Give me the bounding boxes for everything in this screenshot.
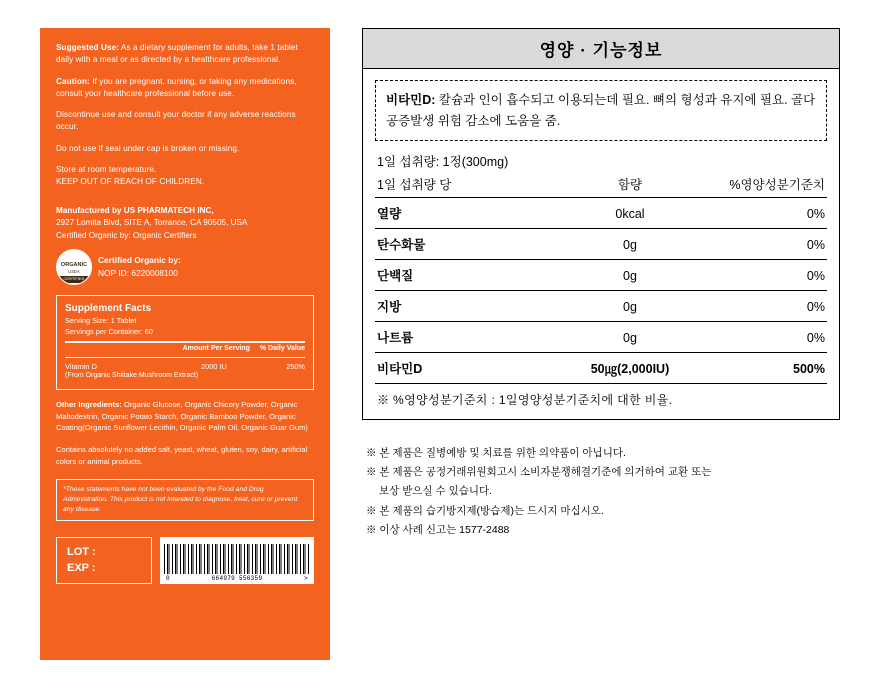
nutrient-daily-value: 250% [286, 361, 305, 371]
daily-value-header: % Daily Value [259, 345, 305, 353]
other-ingredients-text: Organic Glucose, Organic Chicory Powder, Organic Maltodextrin, Organic Potato Starch, Organic Bamboo Powder, Organic Coating(Organic Sunflower Lecithin, Organic Palm Oil, Organic Guar Gum) [56, 400, 308, 433]
table-row [375, 260, 827, 291]
suggested-use-text: As a dietary supplement for adults, take 1 tablet daily with a meal or as directed by a healthcare professional. [56, 43, 298, 65]
lot-exp-box [56, 537, 152, 584]
row-percent: 0% [806, 237, 825, 252]
nutrition-footnote: ※ %영양성분기준치 : 1일영양성분기준치에 대한 비율. [377, 392, 673, 407]
table-row [375, 322, 827, 353]
nutrient-source-note: (From Organic Shiitake Mushroom Extract) [65, 372, 199, 380]
note-line: ※ 본 제품은 질병예방 및 치료를 위한 의약품이 아닙니다. [366, 446, 626, 459]
row-name: 지방 [377, 299, 402, 314]
note-line: 보상 받으실 수 있습니다. [379, 485, 493, 498]
suggested-use-heading: Suggested Use: [56, 43, 120, 52]
supplement-facts-title: Supplement Facts [65, 302, 152, 314]
note-line: ※ 이상 사례 신고는 1577-2488 [366, 524, 510, 537]
nutrient-name: Vitamin D [65, 361, 97, 371]
manufacturer-address: 2927 Lomita Blvd, SITE A, Torrance, CA 90505, USA [56, 218, 248, 228]
supplement-label-front [40, 28, 330, 660]
seal-warning: Do not use if seal under cap is broken or missing. [56, 143, 240, 153]
adverse-reaction-warning: Discontinue use and consult your doctor if any adverse reactions occur. [56, 110, 296, 132]
row-percent: 0% [806, 268, 825, 283]
row-name: 단백질 [377, 268, 414, 283]
lot-barcode-row [56, 537, 314, 584]
seal-mid-text: USDA [68, 268, 80, 274]
supplement-facts-row [65, 360, 305, 372]
row-name: 나트륨 [377, 330, 414, 345]
table-row [375, 291, 827, 322]
vitamin-d-function-callout [375, 80, 827, 141]
organic-title: Certified Organic by: [98, 255, 181, 266]
serving-size-line: Serving Size: 1 Tablet [65, 315, 137, 325]
serving-size-line-kr: 1일 섭취량: 1정(300mg) [377, 155, 509, 170]
supplement-facts-divider-mid [65, 357, 305, 358]
barcode-main-digits: 664979 556359 [211, 574, 263, 582]
supplement-facts-column-headers [65, 345, 305, 353]
barcode-digits-row [164, 574, 310, 582]
supplement-facts-divider-top [65, 341, 305, 343]
nutrition-table-title: 영양 · 기능정보 [363, 29, 839, 69]
note-line: ※ 본 제품의 습기방지제(방습제)는 드시지 마십시오. [366, 504, 604, 517]
servings-per-container-line: Servings per Container: 60 [65, 326, 153, 336]
fda-disclaimer-box: *These statements have not been evaluated by the Food and Drug Administration. This product is not intended to diagnose, treat, cure or prevent any disease. [56, 479, 314, 521]
seal-bottom-text: CERTIFIED [57, 276, 91, 283]
organic-certification-text [98, 254, 181, 279]
row-amount: 50㎍(2,000IU) [590, 361, 670, 376]
allergen-free-note: Contains absolutely no added salt, yeast, wheat, gluten, soy, dairy, artificial colors or animal products. [56, 445, 308, 466]
nutrient-amount: 2000 IU [201, 361, 227, 371]
caution-text: If you are pregnant, nursing, or taking any medications, consult your healthcare professional before use. [56, 76, 297, 98]
caution-heading: Caution: [56, 76, 90, 86]
caution-block [56, 76, 314, 101]
nutrition-column-headers [375, 174, 827, 198]
row-percent: 0% [806, 206, 825, 221]
storage-line: Store at room temperature. [56, 165, 157, 175]
callout-nutrient-name: 비타민D: [386, 93, 436, 107]
row-amount: 0g [623, 268, 637, 283]
amount-per-serving-header: Amount Per Serving [182, 345, 250, 353]
lot-label: LOT : [67, 545, 96, 558]
table-row [375, 229, 827, 260]
row-percent: 500% [793, 361, 825, 376]
korean-nutrition-panel [362, 28, 840, 541]
column-header-amount: 함량 [617, 177, 643, 192]
manufacturer-name: US PHARMATECH INC, [121, 205, 214, 215]
storage-instructions [56, 164, 314, 189]
row-name: 탄수화물 [377, 237, 426, 252]
row-percent: 0% [806, 330, 825, 345]
supplement-facts-panel [56, 295, 314, 390]
callout-text: 칼슘과 인이 흡수되고 이용되는데 필요. 뼈의 형성과 유지에 필요. 골다공증발생 위험 감소에 도움을 줌. [386, 93, 816, 128]
row-amount: 0g [623, 237, 637, 252]
other-ingredients-block [56, 399, 314, 433]
usda-organic-seal-icon [56, 249, 92, 285]
row-percent: 0% [806, 299, 825, 314]
nutrition-table [362, 28, 840, 420]
other-ingredients-heading: Other Ingredients: [56, 400, 122, 410]
row-amount: 0g [623, 299, 637, 314]
note-line: ※ 본 제품은 공정거래위원회고시 소비자분쟁해결기준에 의거하여 교환 또는 [366, 465, 712, 478]
column-header-percent: %영양성분기준치 [729, 177, 825, 192]
manufactured-by-heading: Manufactured by [56, 205, 122, 215]
manufacturer-block [56, 205, 314, 243]
row-amount: 0kcal [615, 206, 645, 221]
organic-nop-id: NOP ID: 6220008100 [98, 267, 178, 278]
barcode-right-digit: > [304, 574, 308, 582]
seal-top-text: ORGANIC [60, 262, 88, 269]
exp-label: EXP : [67, 562, 96, 575]
regulatory-notes [362, 444, 840, 541]
keep-out-line: KEEP OUT OF REACH OF CHILDREN. [56, 177, 205, 187]
suggested-use-block [56, 42, 314, 67]
certified-organic-by-line: Certified Organic by: Organic Certifiers [56, 231, 197, 241]
barcode [160, 537, 314, 584]
column-header-name: 1일 섭취량 당 [377, 177, 452, 192]
row-name: 열량 [377, 206, 402, 221]
nutrition-table-body [363, 69, 839, 419]
table-row [375, 353, 827, 384]
row-name: 비타민D [377, 361, 423, 376]
barcode-bars-icon [164, 544, 310, 574]
table-row [375, 198, 827, 229]
organic-certification-row [56, 249, 314, 285]
row-amount: 0g [623, 330, 637, 345]
barcode-left-digit: 0 [166, 574, 170, 582]
